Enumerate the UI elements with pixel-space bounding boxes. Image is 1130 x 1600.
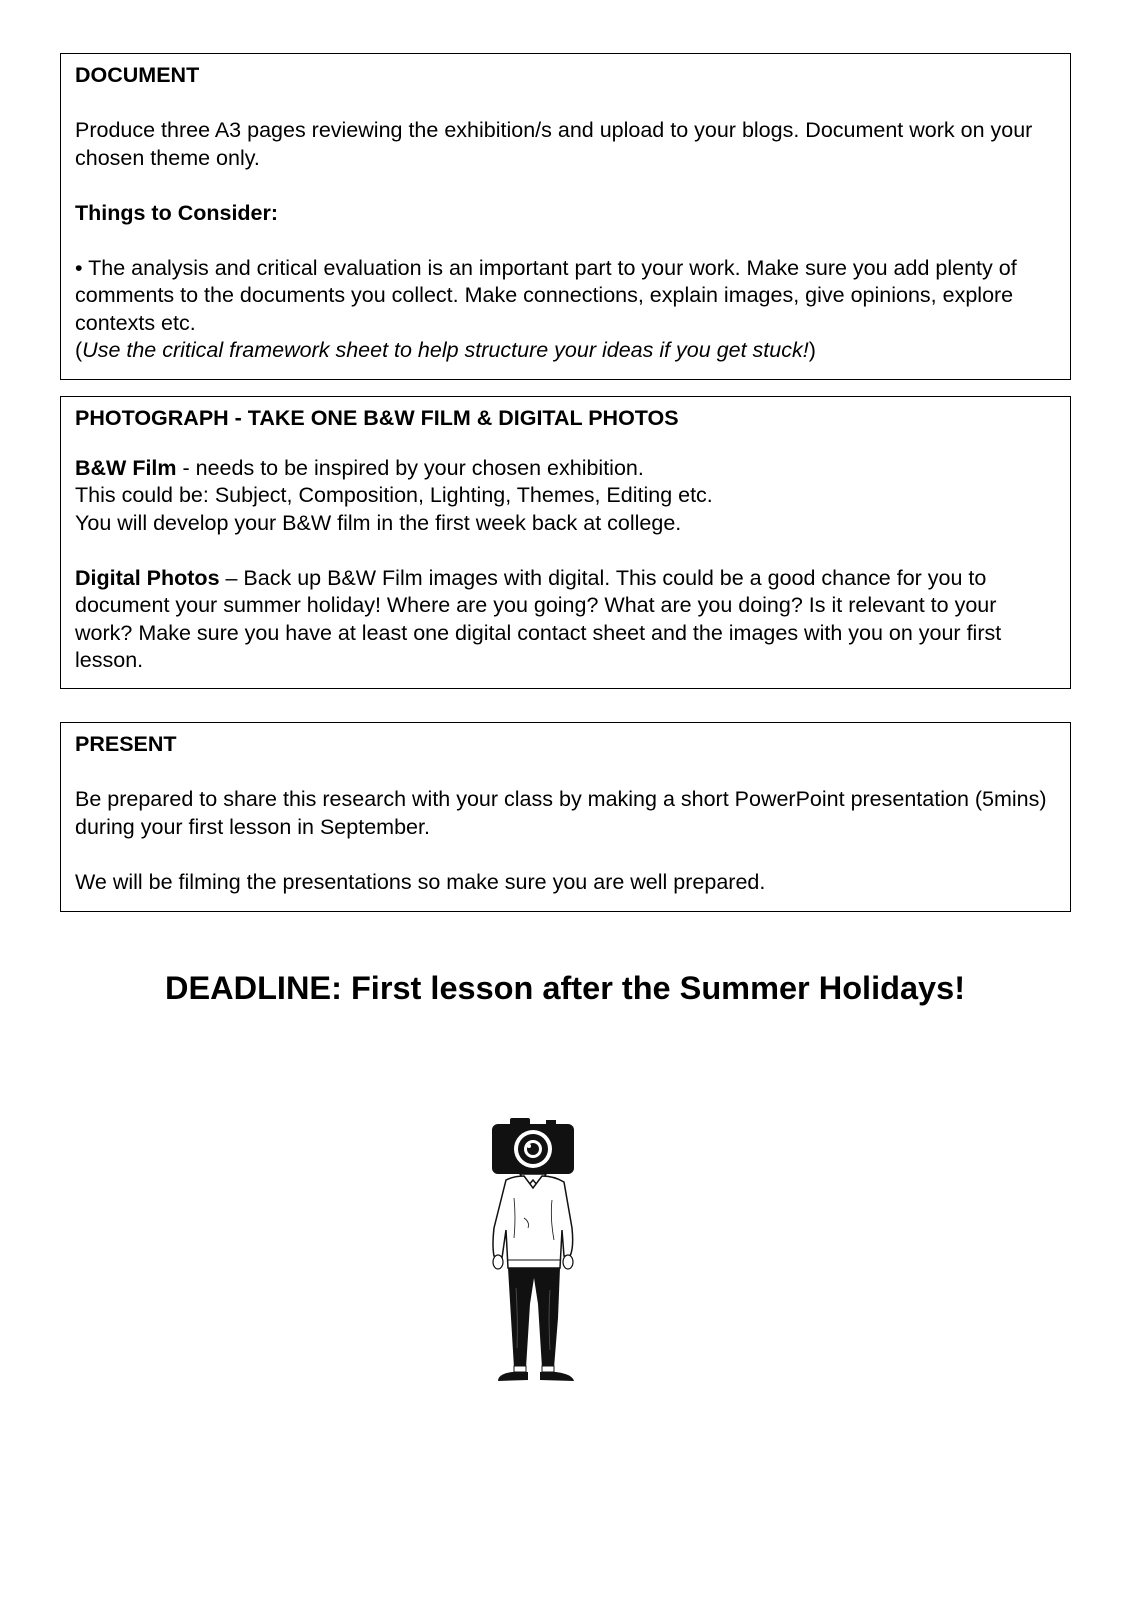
- photograph-section: [60, 396, 1071, 689]
- film-line-3: You will develop your B&W film in the first week back at college.: [75, 510, 682, 535]
- film-text: - needs to be inspired by your chosen exhibition.: [176, 455, 644, 480]
- film-label: B&W Film: [75, 455, 177, 480]
- things-to-consider-heading: Things to Consider:: [75, 200, 279, 225]
- note-close-paren: ): [808, 338, 816, 362]
- framework-note: [75, 337, 1056, 365]
- present-section: [60, 722, 1071, 912]
- document-section: [60, 53, 1071, 380]
- present-text-2: We will be filming the presentations so make sure you are well prepared.: [75, 869, 766, 894]
- note-italic-text: Use the critical framework sheet to help structure your ideas if you get stuck!: [82, 338, 809, 362]
- deadline-heading: DEADLINE: First lesson after the Summer Holidays!: [164, 970, 966, 1006]
- film-paragraph: [75, 455, 1056, 483]
- digital-text: – Back up B&W Film images with digital. This could be a good chance for you to document your summer holiday! Where are you going? What are you doing? Is it relevant to your work? Make sure you have at least one digital contact sheet and the images with you on your first lesson.: [75, 565, 1002, 672]
- document-intro: Produce three A3 pages reviewing the exhibition/s and upload to your blogs. Document work on your chosen theme only.: [75, 118, 1033, 170]
- note-open-paren: (: [75, 338, 83, 362]
- film-line-2: This could be: Subject, Composition, Lighting, Themes, Editing etc.: [75, 483, 713, 507]
- photograph-heading: PHOTOGRAPH - TAKE ONE B&W FILM & DIGITAL PHOTOS: [75, 406, 679, 430]
- digital-label: Digital Photos: [75, 565, 220, 590]
- camera-head-person-icon: [484, 1118, 598, 1388]
- present-text-1: Be prepared to share this research with your class by making a short PowerPoint presentation (5mins) during your first lesson in September.: [75, 787, 1047, 839]
- present-heading: PRESENT: [75, 732, 177, 756]
- consider-bullet: • The analysis and critical evaluation is an important part to your work. Make sure you add plenty of comments to the documents you collect. Make connections, explain images, give opinions, explore contexts etc.: [75, 255, 1017, 335]
- digital-paragraph: [75, 565, 1056, 675]
- document-heading: DOCUMENT: [75, 63, 200, 87]
